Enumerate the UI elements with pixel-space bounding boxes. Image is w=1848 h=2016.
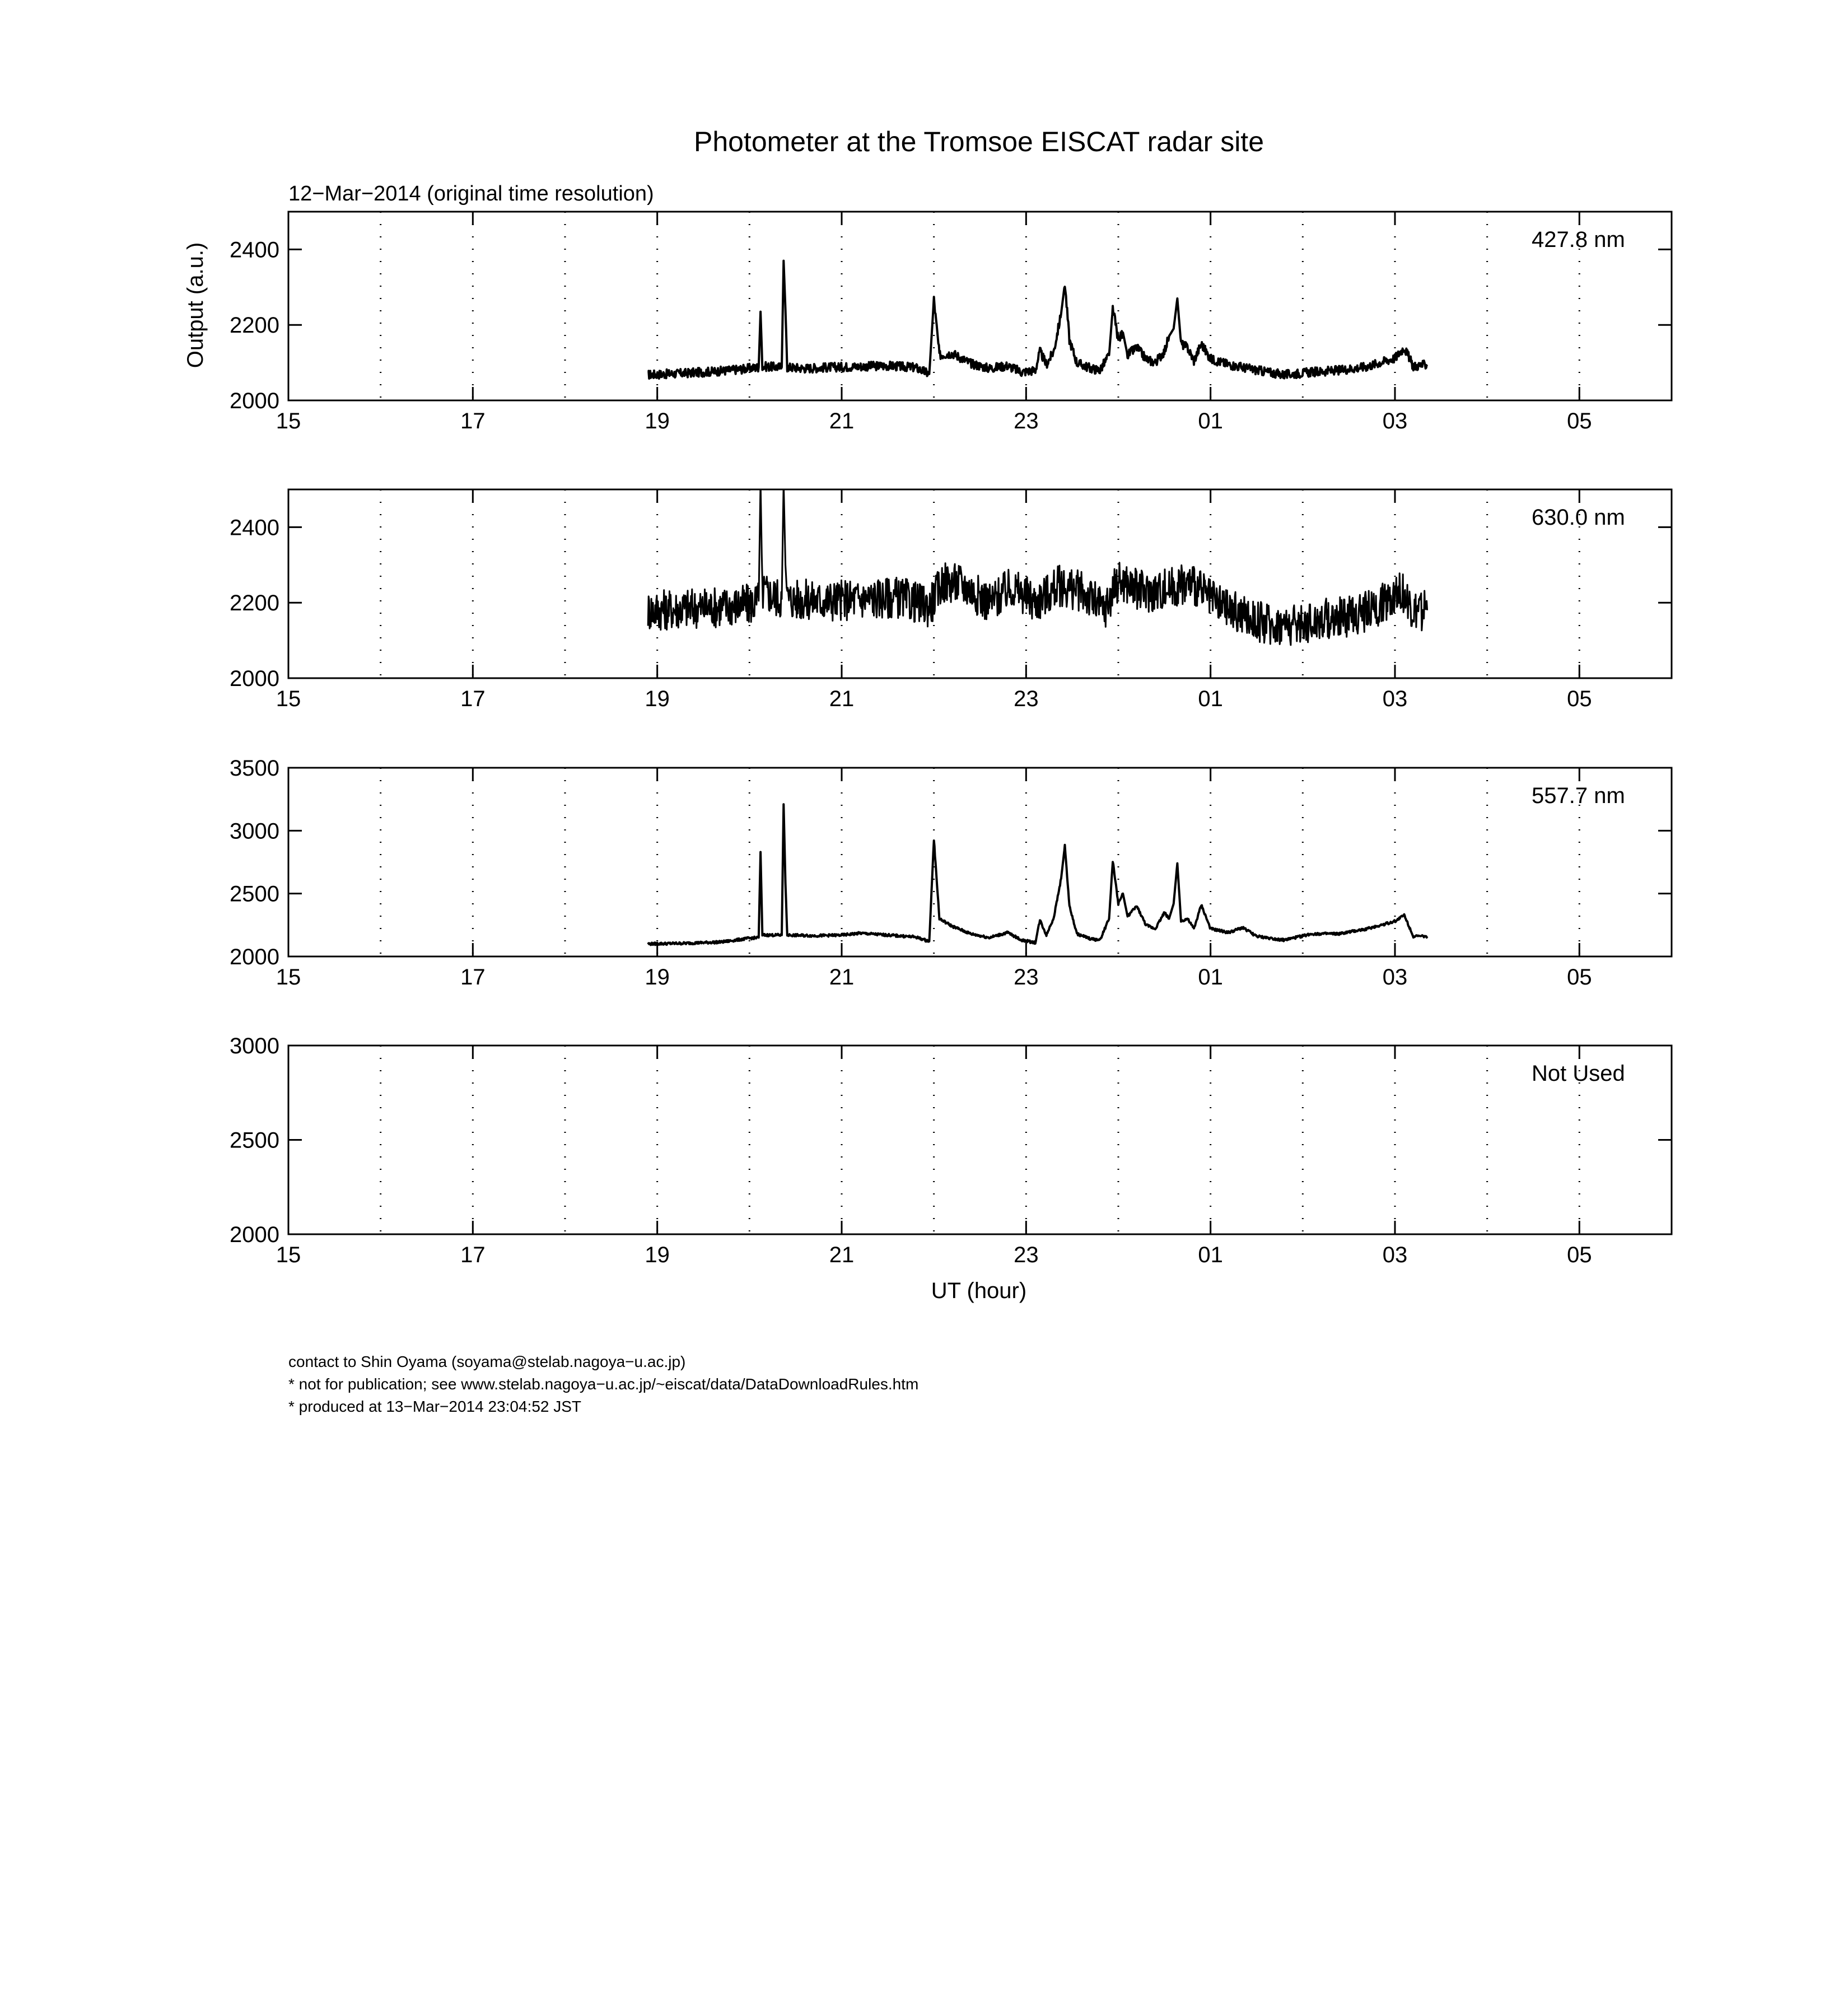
panel-4 xyxy=(230,1034,1672,1267)
x-tick-label: 03 xyxy=(1382,965,1408,990)
x-tick-label: 17 xyxy=(460,687,486,711)
x-tick-label: 03 xyxy=(1382,1243,1408,1267)
panel-3 xyxy=(230,756,1672,990)
y-tick-label: 2500 xyxy=(230,881,279,907)
x-tick-label: 23 xyxy=(1014,687,1039,711)
contact-note: contact to Shin Oyama (soyama@stelab.nagoya−u.ac.jp) xyxy=(288,1353,686,1370)
y-tick-label: 2000 xyxy=(230,1222,279,1247)
data-trace-3 xyxy=(648,804,1427,945)
axes-frame xyxy=(288,212,1672,400)
y-tick-label: 3000 xyxy=(230,819,279,844)
x-tick-label: 21 xyxy=(829,965,855,990)
x-tick-label: 01 xyxy=(1198,409,1223,433)
x-tick-label: 17 xyxy=(460,965,486,990)
x-tick-label: 05 xyxy=(1567,1243,1592,1267)
x-tick-label: 05 xyxy=(1567,965,1592,990)
y-tick-label: 2200 xyxy=(230,313,279,338)
x-tick-label: 01 xyxy=(1198,1243,1223,1267)
x-tick-label: 21 xyxy=(829,409,855,433)
x-tick-label: 19 xyxy=(645,409,670,433)
y-axis-label: Output (a.u.) xyxy=(183,242,208,368)
x-tick-label: 23 xyxy=(1014,409,1039,433)
x-tick-label: 03 xyxy=(1382,409,1408,433)
x-tick-label: 15 xyxy=(276,965,301,990)
x-tick-label: 15 xyxy=(276,687,301,711)
axes-frame xyxy=(288,489,1672,678)
chart-title: Photometer at the Tromsoe EISCAT radar site xyxy=(693,126,1264,157)
x-tick-label: 01 xyxy=(1198,965,1223,990)
data-trace-1 xyxy=(648,261,1427,379)
y-tick-label: 2000 xyxy=(230,945,279,969)
panel-2 xyxy=(230,482,1672,712)
x-tick-label: 15 xyxy=(276,409,301,433)
x-tick-label: 19 xyxy=(645,965,670,990)
x-tick-label: 05 xyxy=(1567,687,1592,711)
panel-label: 630.0 nm xyxy=(1532,505,1625,530)
panel-label: Not Used xyxy=(1532,1061,1625,1086)
axes-frame xyxy=(288,768,1672,956)
y-tick-label: 2000 xyxy=(230,389,279,413)
x-tick-label: 17 xyxy=(460,1243,486,1267)
chart-subtitle: 12−Mar−2014 (original time resolution) xyxy=(288,182,654,206)
x-tick-label: 15 xyxy=(276,1243,301,1267)
publication-note: * not for publication; see www.stelab.nagoya−u.ac.jp/~eiscat/data/DataDownloadRules.htm xyxy=(288,1375,919,1393)
produced-note: * produced at 13−Mar−2014 23:04:52 JST xyxy=(288,1398,582,1415)
y-tick-label: 2200 xyxy=(230,591,279,616)
x-tick-label: 19 xyxy=(645,1243,670,1267)
x-tick-label: 03 xyxy=(1382,687,1408,711)
x-tick-label: 01 xyxy=(1198,687,1223,711)
x-tick-label: 23 xyxy=(1014,1243,1039,1267)
y-tick-label: 2400 xyxy=(230,237,279,263)
y-tick-label: 3500 xyxy=(230,756,279,781)
y-tick-label: 3000 xyxy=(230,1034,279,1058)
x-tick-label: 19 xyxy=(645,687,670,711)
y-tick-label: 2400 xyxy=(230,515,279,540)
panel-label: 427.8 nm xyxy=(1532,227,1625,252)
panel-1 xyxy=(230,212,1672,433)
x-axis-label: UT (hour) xyxy=(931,1278,1027,1303)
x-tick-label: 17 xyxy=(460,409,486,433)
x-tick-label: 21 xyxy=(829,1243,855,1267)
panels-group xyxy=(230,212,1672,1267)
panel-label: 557.7 nm xyxy=(1532,783,1625,808)
x-tick-label: 23 xyxy=(1014,965,1039,990)
data-trace-2 xyxy=(648,482,1427,645)
x-tick-label: 21 xyxy=(829,687,855,711)
y-tick-label: 2000 xyxy=(230,666,279,691)
y-tick-label: 2500 xyxy=(230,1128,279,1153)
axes-frame xyxy=(288,1046,1672,1234)
x-tick-label: 05 xyxy=(1567,409,1592,433)
